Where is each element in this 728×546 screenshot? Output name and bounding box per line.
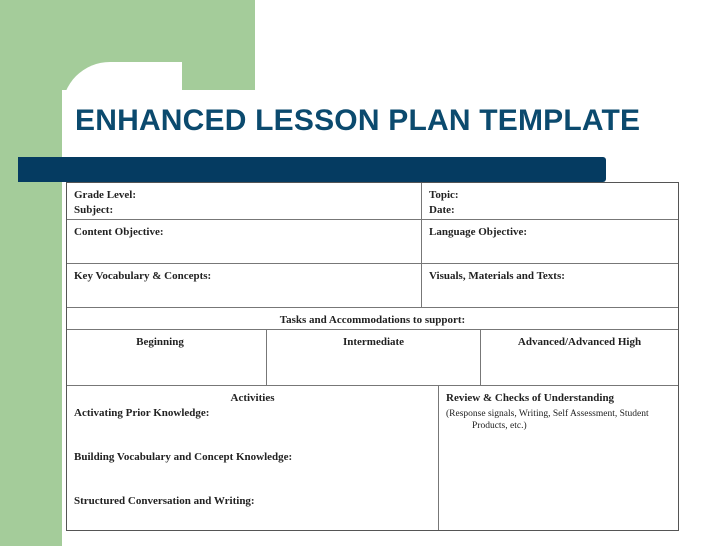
- key-vocabulary-label: Key Vocabulary & Concepts:: [74, 270, 212, 282]
- level-advanced-label: Advanced/Advanced High: [517, 336, 642, 348]
- date-label: Date:: [429, 204, 455, 216]
- cell-grade-subject[interactable]: [67, 183, 422, 219]
- activities-header-label: Activities: [230, 392, 275, 404]
- language-objective-label: Language Objective:: [429, 226, 528, 238]
- cell-language-objective[interactable]: [422, 220, 678, 263]
- activity-prior-knowledge-label: Activating Prior Knowledge:: [74, 407, 210, 419]
- activity-structured-conversation-label: Structured Conversation and Writing:: [74, 495, 255, 507]
- cell-review[interactable]: [439, 386, 678, 530]
- review-note: [446, 408, 671, 432]
- cell-tasks-header: [67, 308, 678, 329]
- grade-level-label: Grade Level:: [74, 189, 137, 201]
- cell-advanced[interactable]: [481, 330, 678, 385]
- cell-content-objective[interactable]: [67, 220, 422, 263]
- cell-beginning[interactable]: [67, 330, 267, 385]
- row-vocab-visuals: [67, 264, 678, 308]
- topic-label: Topic:: [429, 189, 459, 201]
- page-title: ENHANCED LESSON PLAN TEMPLATE: [75, 104, 641, 137]
- tasks-header-label: Tasks and Accommodations to support:: [279, 314, 466, 326]
- green-accent-left: [0, 0, 62, 546]
- cell-intermediate[interactable]: [267, 330, 481, 385]
- row-objectives: [67, 220, 678, 264]
- review-note-line1: (Response signals, Writing, Self Assessment, Student: [446, 409, 649, 419]
- cell-topic-date[interactable]: [422, 183, 678, 219]
- cell-activities[interactable]: [67, 386, 439, 530]
- review-header-label: Review & Checks of Understanding: [446, 392, 615, 404]
- review-note-line2: Products, etc.): [472, 421, 527, 431]
- lesson-plan-form: [66, 182, 679, 531]
- row-grade-topic: [67, 183, 678, 220]
- level-beginning-label: Beginning: [136, 336, 184, 348]
- content-objective-label: Content Objective:: [74, 226, 164, 238]
- visuals-label: Visuals, Materials and Texts:: [429, 270, 565, 282]
- cell-key-vocabulary[interactable]: [67, 264, 422, 307]
- title-underline-bar: [18, 157, 606, 182]
- row-tasks-header: [67, 308, 678, 330]
- level-intermediate-label: Intermediate: [342, 336, 405, 348]
- row-levels: [67, 330, 678, 386]
- row-activities: [67, 386, 678, 530]
- cell-visuals[interactable]: [422, 264, 678, 307]
- subject-label: Subject:: [74, 204, 114, 216]
- activity-building-vocabulary-label: Building Vocabulary and Concept Knowledge:: [74, 451, 293, 463]
